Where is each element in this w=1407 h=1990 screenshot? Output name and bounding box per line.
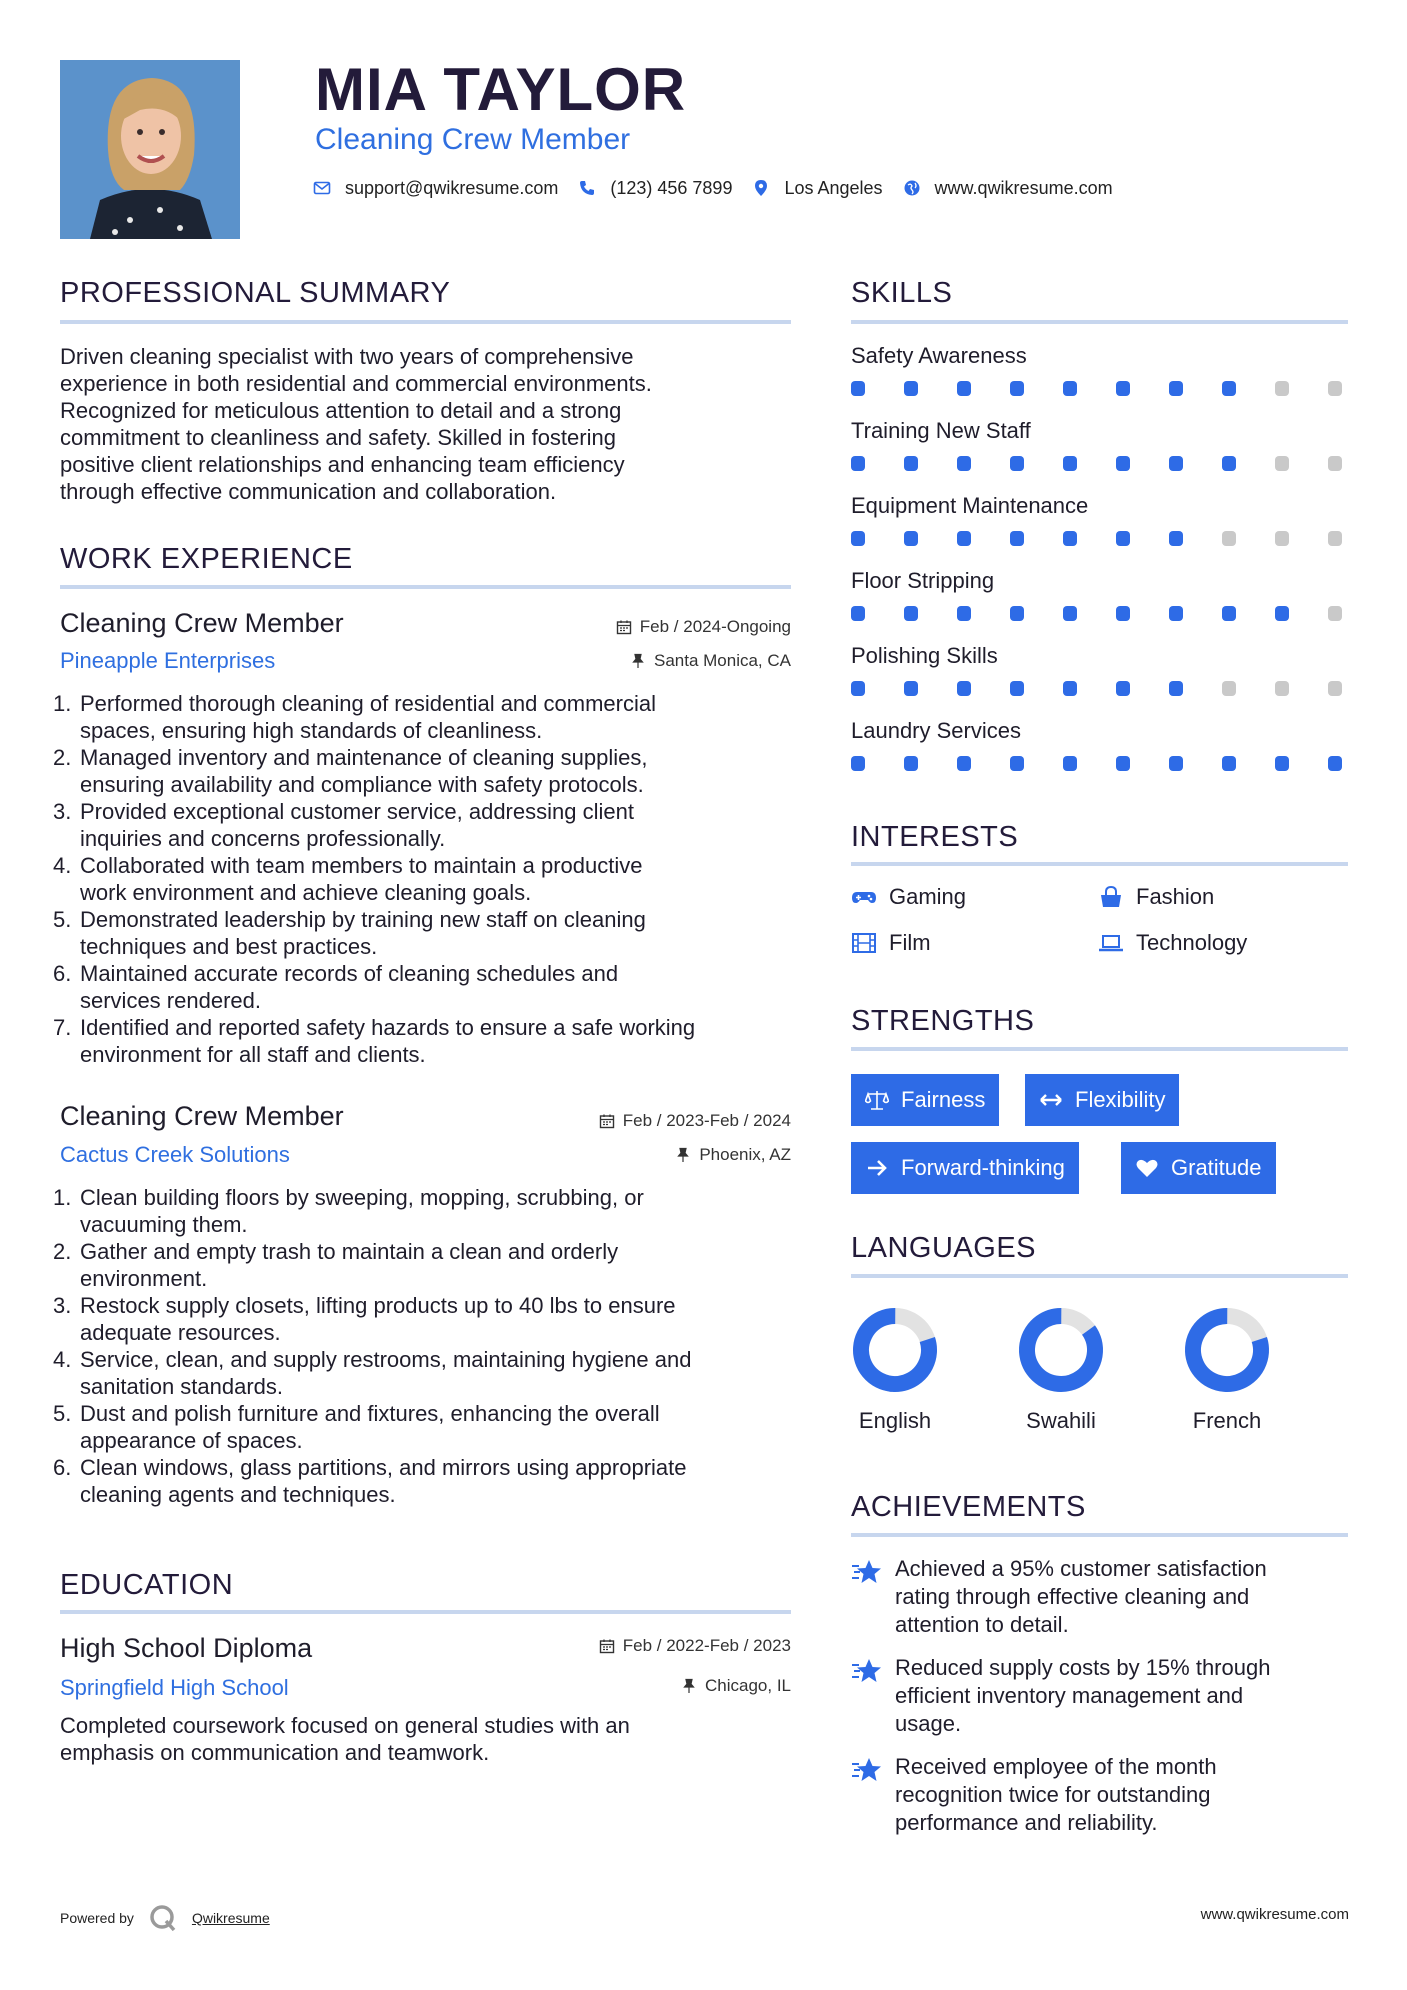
job-1-company[interactable]: Pineapple Enterprises (60, 648, 276, 673)
rating-dot-filled (1116, 606, 1130, 621)
rating-dot-filled (1010, 681, 1024, 696)
calendar-icon (616, 619, 632, 635)
email-link[interactable]: support@qwikresume.com (345, 178, 559, 198)
website-link[interactable]: www.qwikresume.com (934, 178, 1113, 198)
rating-dot-filled (1169, 606, 1183, 621)
skills-divider (851, 320, 1348, 324)
list-item: 3. Provided exceptional customer service, addressing client inquiries and concerns professionally. (53, 799, 634, 851)
balance-scale-icon (865, 1089, 889, 1111)
rating-dot-filled (1010, 531, 1024, 546)
rating-dot-empty (1222, 531, 1236, 546)
strength-fairness: Fairness (851, 1074, 999, 1126)
calendar-icon (599, 1638, 615, 1654)
skill-name: Floor Stripping (851, 568, 995, 593)
profile-photo (60, 60, 240, 239)
rating-dot-filled (1010, 756, 1024, 771)
rating-dot-filled (1275, 756, 1289, 771)
rating-dot-filled (957, 756, 971, 771)
skills-heading: SKILLS (851, 277, 953, 309)
rating-dot-filled (1116, 756, 1130, 771)
interest-gaming: Gaming (851, 883, 966, 911)
list-item: 1. Clean building floors by sweeping, mopping, scrubbing, or vacuuming them. (53, 1185, 644, 1237)
rating-dot-filled (1275, 606, 1289, 621)
rating-dot-filled (1169, 456, 1183, 471)
language-proficiency-donut (1016, 1305, 1106, 1395)
summary-heading: PROFESSIONAL SUMMARY (60, 277, 451, 309)
skill-name: Laundry Services (851, 718, 1021, 743)
language-proficiency-donut (850, 1305, 940, 1395)
education-location: Chicago, IL (681, 1675, 791, 1697)
rating-dot-filled (1063, 381, 1077, 396)
language-proficiency-donut (1182, 1305, 1272, 1395)
education-date: Feb / 2022-Feb / 2023 (599, 1635, 791, 1657)
qwikresume-link[interactable]: Qwikresume (191, 1910, 270, 1926)
job-2-title: Cleaning Crew Member (60, 1101, 344, 1131)
rating-dot-empty (1275, 681, 1289, 696)
phone-number[interactable]: (123) 456 7899 (610, 178, 733, 198)
donut-fill (1016, 1305, 1106, 1395)
education-heading: EDUCATION (60, 1569, 234, 1601)
contact-bar (313, 176, 1133, 200)
rating-dot-filled (851, 531, 865, 546)
skill-rating (851, 606, 1342, 621)
rating-dot-empty (1275, 381, 1289, 396)
rating-dot-empty (1328, 531, 1342, 546)
list-item: 6. Clean windows, glass partitions, and mirrors using appropriate cleaning agents and techniques. (53, 1455, 687, 1507)
star-icon (851, 1656, 883, 1686)
arrows-horizontal-icon (1039, 1089, 1063, 1111)
languages-heading: LANGUAGES (851, 1232, 1036, 1264)
rating-dot-empty (1275, 531, 1289, 546)
rating-dot-filled (957, 681, 971, 696)
summary-text: Driven cleaning specialist with two years of comprehensive experience in both residential and commercial environments. Recognized for meticulous attention to detail and a strong commitment to cleanliness and safety. Skilled in fostering positive client relationships and enhancing team efficiency through effective communication and collaboration. (60, 344, 652, 504)
rating-dot-filled (904, 681, 918, 696)
interests-divider (851, 862, 1348, 866)
rating-dot-filled (1222, 456, 1236, 471)
summary-divider (60, 320, 791, 324)
skill-rating (851, 381, 1342, 396)
language-item (1001, 1305, 1121, 1435)
rating-dot-filled (1063, 756, 1077, 771)
list-item: 3. Restock supply closets, lifting products up to 40 lbs to ensure adequate resources. (53, 1293, 676, 1345)
map-marker-icon (752, 179, 770, 197)
job-title: Cleaning Crew Member (315, 123, 631, 156)
skill-name: Polishing Skills (851, 643, 998, 668)
rating-dot-empty (1275, 456, 1289, 471)
rating-dot-filled (1169, 531, 1183, 546)
rating-dot-filled (904, 756, 918, 771)
achievements-divider (851, 1533, 1348, 1537)
rating-dot-filled (1222, 756, 1236, 771)
rating-dot-filled (904, 606, 918, 621)
list-item: 1. Performed thorough cleaning of residential and commercial spaces, ensuring high standards of cleanliness. (53, 691, 656, 743)
list-item: 7. Identified and reported safety hazards to ensure a safe working environment for all staff and clients. (53, 1015, 696, 1067)
rating-dot-filled (957, 531, 971, 546)
footer-website[interactable]: www.qwikresume.com (1200, 1906, 1349, 1923)
language-name: French (1192, 1408, 1262, 1433)
rating-dot-filled (1063, 681, 1077, 696)
list-item: 5. Demonstrated leadership by training new staff on cleaning techniques and best practices. (53, 907, 646, 959)
list-item: 5. Dust and polish furniture and fixtures, enhancing the overall appearance of spaces. (53, 1401, 660, 1453)
rating-dot-filled (1169, 681, 1183, 696)
rating-dot-filled (1169, 756, 1183, 771)
rating-dot-filled (1116, 681, 1130, 696)
rating-dot-filled (957, 381, 971, 396)
shopping-bag-icon (1098, 886, 1124, 908)
rating-dot-filled (1328, 756, 1342, 771)
powered-by-label: Powered by (60, 1910, 134, 1926)
school-name[interactable]: Springfield High School (60, 1675, 289, 1700)
qwikresume-logo-icon (148, 1903, 178, 1933)
footer-branding (60, 1903, 270, 1933)
interest-technology: Technology (1098, 929, 1247, 957)
rating-dot-filled (851, 756, 865, 771)
skill-rating (851, 756, 1342, 771)
gamepad-icon (851, 886, 877, 908)
education-divider (60, 1610, 791, 1614)
rating-dot-empty (1328, 606, 1342, 621)
strengths-heading: STRENGTHS (851, 1005, 1035, 1037)
pushpin-icon (630, 653, 646, 669)
pushpin-icon (675, 1147, 691, 1163)
education-description: Completed coursework focused on general studies with an emphasis on communication and teamwork. (60, 1713, 630, 1765)
achievements-heading: ACHIEVEMENTS (851, 1491, 1086, 1523)
donut-fill (1184, 1307, 1270, 1393)
rating-dot-filled (1222, 381, 1236, 396)
rating-dot-empty (1328, 381, 1342, 396)
experience-heading: WORK EXPERIENCE (60, 543, 353, 575)
arrow-right-icon (865, 1157, 889, 1179)
job-1-title: Cleaning Crew Member (60, 608, 344, 638)
job-1-location: Santa Monica, CA (630, 650, 791, 672)
rating-dot-filled (904, 381, 918, 396)
skill-name: Equipment Maintenance (851, 493, 1089, 518)
interest-fashion: Fashion (1098, 883, 1214, 911)
rating-dot-filled (1063, 606, 1077, 621)
rating-dot-filled (1222, 606, 1236, 621)
rating-dot-empty (1222, 681, 1236, 696)
strength-forward-thinking: Forward-thinking (851, 1142, 1079, 1194)
rating-dot-filled (1169, 381, 1183, 396)
donut-fill (852, 1307, 938, 1393)
interests-heading: INTERESTS (851, 821, 1019, 853)
skill-rating (851, 531, 1342, 546)
rating-dot-filled (1063, 531, 1077, 546)
phone-icon (578, 179, 596, 197)
candidate-name: MIA TAYLOR (315, 56, 687, 123)
rating-dot-filled (1116, 531, 1130, 546)
skill-rating (851, 456, 1342, 471)
strengths-divider (851, 1047, 1348, 1051)
rating-dot-filled (957, 606, 971, 621)
list-item: 4. Collaborated with team members to maintain a productive work environment and achieve cleaning goals. (53, 853, 643, 905)
achievement-item: Achieved a 95% customer satisfaction rating through effective cleaning and attention to detail. (851, 1555, 1320, 1639)
experience-divider (60, 585, 791, 589)
job-2-company[interactable]: Cactus Creek Solutions (60, 1142, 290, 1167)
job-1-date: Feb / 2024-Ongoing (616, 616, 791, 638)
language-name: English (858, 1408, 932, 1433)
language-name: Swahili (1026, 1408, 1096, 1433)
rating-dot-filled (1010, 381, 1024, 396)
rating-dot-filled (1116, 381, 1130, 396)
pushpin-icon (681, 1678, 697, 1694)
heart-icon (1135, 1157, 1159, 1179)
job-1-duties (53, 690, 820, 1068)
rating-dot-filled (1010, 456, 1024, 471)
achievement-item: Reduced supply costs by 15% through efficient inventory management and usage. (851, 1654, 1320, 1738)
job-2-date: Feb / 2023-Feb / 2024 (599, 1110, 791, 1132)
star-icon (851, 1557, 883, 1587)
job-2-location: Phoenix, AZ (675, 1144, 791, 1166)
star-icon (851, 1755, 883, 1785)
rating-dot-filled (1063, 456, 1077, 471)
envelope-icon (313, 179, 331, 197)
rating-dot-filled (851, 381, 865, 396)
rating-dot-filled (1010, 606, 1024, 621)
skill-rating (851, 681, 1342, 696)
degree-title: High School Diploma (60, 1633, 313, 1663)
location-text: Los Angeles (784, 178, 883, 198)
language-item (835, 1305, 955, 1435)
strength-gratitude: Gratitude (1121, 1142, 1276, 1194)
rating-dot-filled (851, 456, 865, 471)
rating-dot-filled (851, 681, 865, 696)
rating-dot-filled (904, 531, 918, 546)
skill-name: Training New Staff (851, 418, 1031, 443)
globe-icon (903, 179, 921, 197)
rating-dot-empty (1328, 681, 1342, 696)
languages-divider (851, 1274, 1348, 1278)
rating-dot-filled (957, 456, 971, 471)
list-item: 2. Managed inventory and maintenance of cleaning supplies, ensuring availability and compliance with safety protocols. (53, 745, 648, 797)
list-item: 4. Service, clean, and supply restrooms, maintaining hygiene and sanitation standards. (53, 1347, 692, 1399)
list-item: 2. Gather and empty trash to maintain a clean and orderly environment. (53, 1239, 619, 1291)
calendar-icon (599, 1113, 615, 1129)
strength-flexibility: Flexibility (1025, 1074, 1179, 1126)
rating-dot-empty (1328, 456, 1342, 471)
language-item (1167, 1305, 1287, 1435)
skill-name: Safety Awareness (851, 343, 1027, 368)
rating-dot-filled (851, 606, 865, 621)
achievement-item: Received employee of the month recognition twice for outstanding performance and reliability. (851, 1753, 1320, 1837)
rating-dot-filled (1116, 456, 1130, 471)
laptop-icon (1098, 932, 1124, 954)
interest-film: Film (851, 929, 931, 957)
rating-dot-filled (904, 456, 918, 471)
job-2-duties (53, 1184, 820, 1508)
list-item: 6. Maintained accurate records of cleaning schedules and services rendered. (53, 961, 619, 1013)
film-icon (851, 932, 877, 954)
